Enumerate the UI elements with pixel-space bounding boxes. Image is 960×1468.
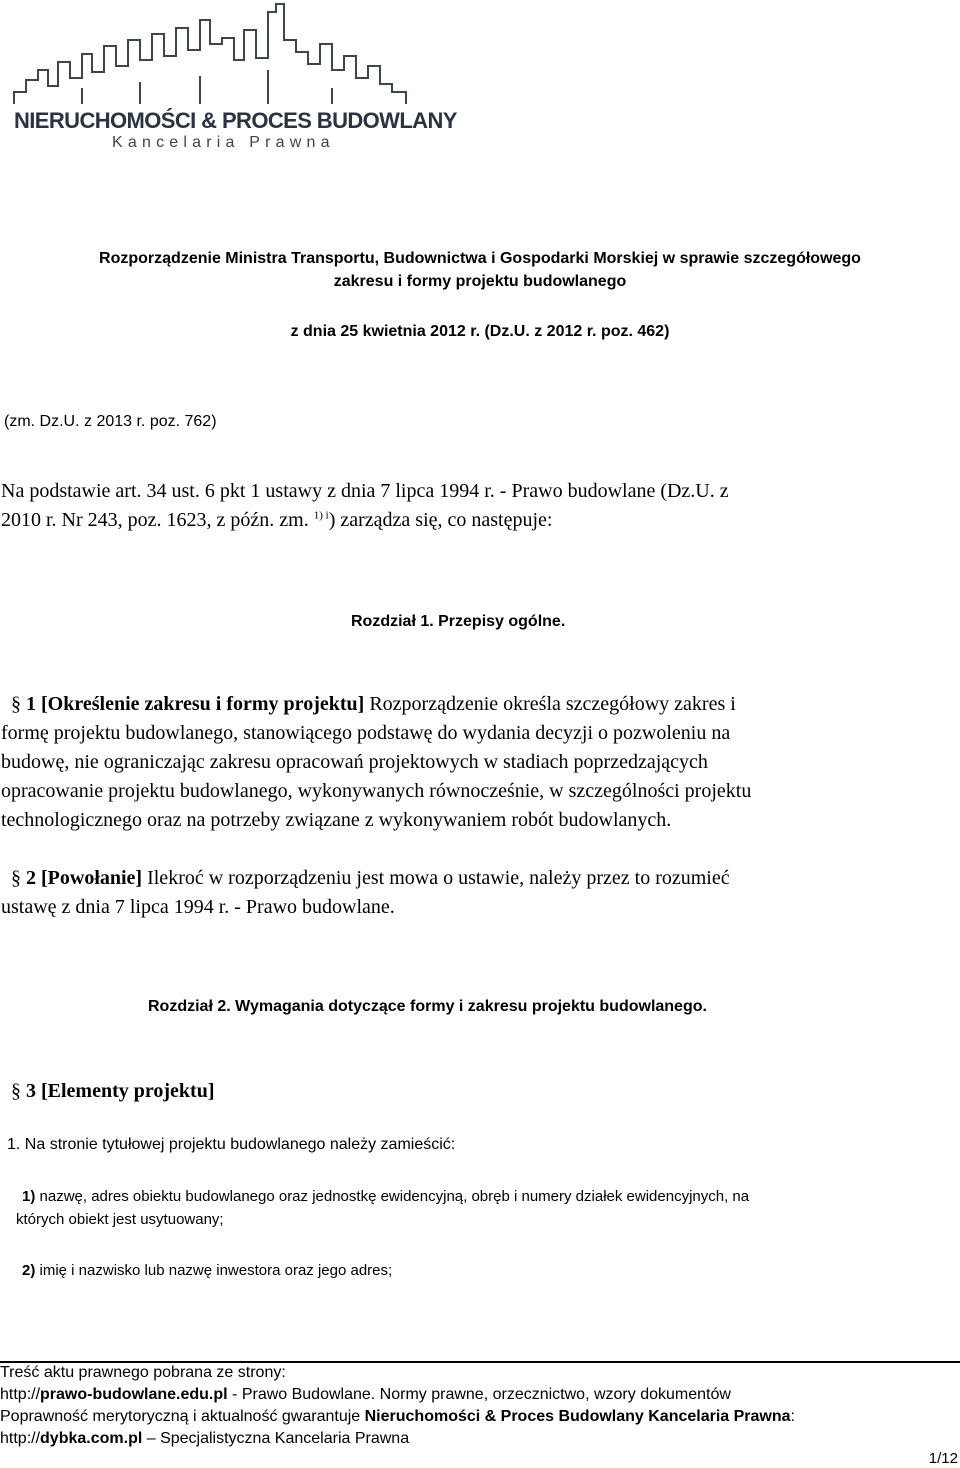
paragraph-1-line4: opracowanie projektu budowlanego, wykonywanych równocześnie, w szczególności projektu xyxy=(1,780,752,802)
preamble-line2 xyxy=(1,506,552,535)
list-item-2 xyxy=(22,1259,392,1282)
footer-colon: : xyxy=(790,1408,795,1425)
paragraph-2-line2: ustawę z dnia 7 lipca 1994 r. - Prawo budowlane. xyxy=(1,896,395,918)
footer-link-prawo-budowlane[interactable]: prawo-budowlane.edu.pl xyxy=(40,1386,228,1403)
footer-guarantee-text: Poprawność merytoryczną i aktualność gwarantuje xyxy=(0,1408,365,1425)
paragraph-1-line5: technologicznego oraz na potrzeby związane z wykonywaniem robót budowlanych. xyxy=(1,809,672,831)
preamble-text: 2010 r. Nr 243, poz. 1623, z późn. zm. xyxy=(1,509,309,531)
document-title-line2: zakresu i formy projektu budowlanego xyxy=(333,273,627,290)
list-item-number: 1) xyxy=(22,1188,36,1205)
logo-wordmark: NIERUCHOMOŚCI & PROCES BUDOWLANY xyxy=(14,108,457,133)
paragraph-3-heading: 3 [Elementy projektu] xyxy=(26,1080,215,1102)
paragraph-2-text: Ilekroć w rozporządzeniu jest mowa o ustawie, należy przez to rozumieć xyxy=(147,867,730,889)
paragraph-sign: § xyxy=(11,867,21,889)
footer-link-dybka[interactable]: dybka.com.pl xyxy=(40,1430,143,1447)
footer-source-label: Treść aktu prawnego pobrana ze strony: xyxy=(0,1364,286,1381)
page-number: 1/12 xyxy=(928,1450,958,1467)
preamble-text-end: ) zarządza się, co następuje: xyxy=(328,509,553,531)
footer-source-text: - Prawo Budowlane. Normy prawne, orzecznictwo, wzory dokumentów xyxy=(227,1386,731,1403)
footer-source-line xyxy=(0,1384,731,1406)
list-item-text: nazwę, adres obiektu budowlanego oraz jednostkę ewidencyjną, obręb i numery działek ewidencyjnych, na xyxy=(39,1188,750,1205)
document-date-line: z dnia 25 kwietnia 2012 r. (Dz.U. z 2012 r. poz. 462) xyxy=(290,323,670,340)
point-1: 1. Na stronie tytułowej projektu budowlanego należy zamieścić: xyxy=(7,1136,456,1153)
paragraph-1-heading: 1 [Określenie zakresu i formy projektu] xyxy=(26,693,365,715)
amendment-note: (zm. Dz.U. z 2013 r. poz. 762) xyxy=(4,413,217,430)
list-item-number: 2) xyxy=(22,1262,36,1279)
paragraph-3 xyxy=(1,1077,215,1106)
footer-link-prefix[interactable]: http:// xyxy=(0,1386,41,1403)
preamble-line1: Na podstawie art. 34 ust. 6 pkt 1 ustawy z dnia 7 lipca 1994 r. - Prawo budowlane (Dz.U. z xyxy=(1,480,729,502)
skyline-icon xyxy=(12,0,422,110)
list-item-1-line2: których obiekt jest usytuowany; xyxy=(16,1211,224,1228)
paragraph-1 xyxy=(1,690,736,719)
list-item-text: imię i nazwisko lub nazwę inwestora oraz jego adres; xyxy=(39,1262,393,1279)
footer-guarantee-line xyxy=(0,1406,795,1428)
footer-firm-text: – Specjalistyczna Kancelaria Prawna xyxy=(142,1430,410,1447)
chapter-2-heading: Rozdział 2. Wymagania dotyczące formy i zakresu projektu budowlanego. xyxy=(148,998,707,1015)
chapter-1-heading: Rozdział 1. Przepisy ogólne. xyxy=(351,613,566,630)
paragraph-sign: § xyxy=(11,1080,21,1102)
list-item-1 xyxy=(22,1185,749,1208)
footer-firm-line xyxy=(0,1428,409,1450)
footnote-marker[interactable]: 1) i xyxy=(313,509,329,522)
paragraph-2-heading: 2 [Powołanie] xyxy=(26,867,143,889)
paragraph-1-text: Rozporządzenie określa szczegółowy zakres i xyxy=(369,693,736,715)
paragraph-1-line3: budowę, nie ograniczając zakresu opracowań projektowych w stadiach poprzedzających xyxy=(1,751,708,773)
paragraph-1-line2: formę projektu budowlanego, stanowiącego podstawę do wydania decyzji o pozwoleniu na xyxy=(1,722,731,744)
footer-link-prefix[interactable]: http:// xyxy=(0,1430,41,1447)
logo-subtitle: Kancelaria Prawna xyxy=(112,134,335,151)
paragraph-sign: § xyxy=(11,693,21,715)
paragraph-2 xyxy=(1,864,730,893)
document-title-line1: Rozporządzenie Ministra Transportu, Budownictwa i Gospodarki Morskiej w sprawie szczegółowego xyxy=(99,250,861,267)
footer-firm-name: Nieruchomości & Proces Budowlany Kancelaria Prawna xyxy=(364,1408,791,1425)
